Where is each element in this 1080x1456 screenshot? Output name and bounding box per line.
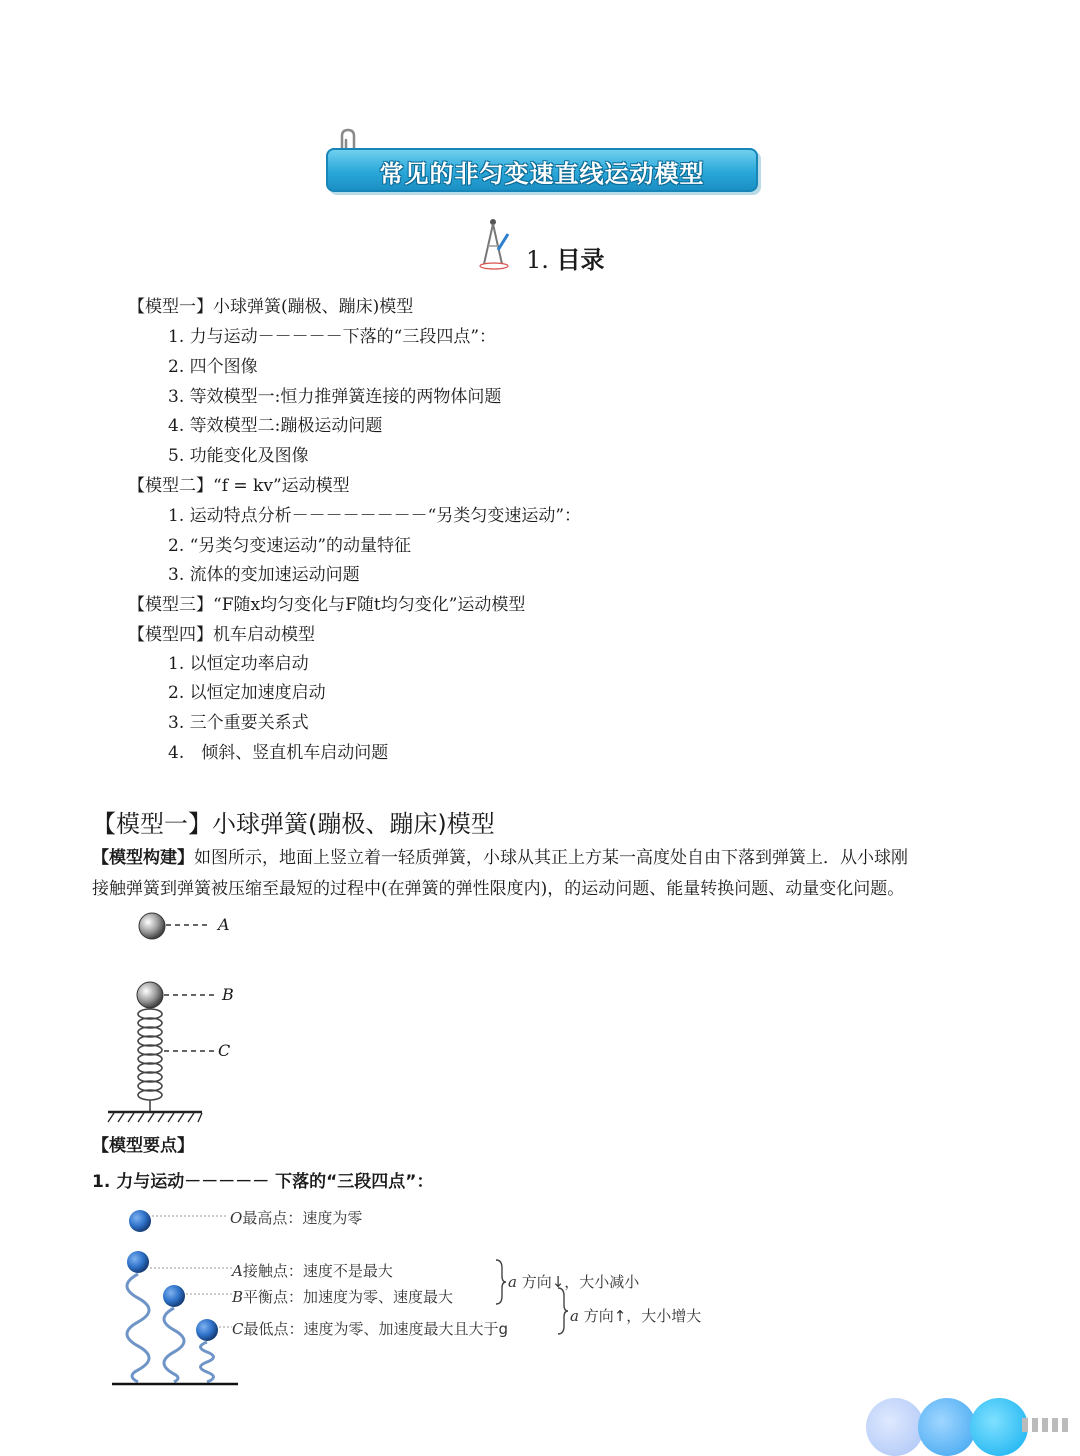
title-banner bbox=[326, 148, 758, 192]
ball-position-a bbox=[139, 913, 165, 939]
toc-item[interactable]: 4. 等效模型二:蹦极运动问题 bbox=[168, 416, 383, 436]
model-points-label: 【模型要点】 bbox=[92, 1136, 194, 1156]
brace-1-text: a 方向↓，大小减小 bbox=[508, 1273, 640, 1291]
ball-position-b bbox=[137, 982, 163, 1008]
ball-a bbox=[127, 1251, 149, 1273]
document-title: 常见的非匀变速直线运动模型 bbox=[379, 160, 705, 188]
point-o-text: O最高点：速度为零 bbox=[230, 1209, 363, 1227]
construct-label: 【模型构建】 bbox=[92, 848, 194, 868]
brace-1 bbox=[494, 1258, 506, 1310]
toc-number: 1. bbox=[526, 246, 549, 274]
decor-blob-1 bbox=[866, 1398, 924, 1456]
three-stage-figure bbox=[108, 1204, 248, 1394]
point-c-text: C最低点：速度为零、加速度最大且大于g bbox=[232, 1320, 509, 1338]
label-a: A bbox=[218, 915, 230, 934]
spring-1 bbox=[127, 1274, 149, 1382]
point1-title: 1. 力与运动－－－－－ 下落的“三段四点”： bbox=[92, 1172, 434, 1192]
label-c: C bbox=[218, 1041, 231, 1060]
spring-2 bbox=[164, 1308, 184, 1382]
compass-icon bbox=[478, 216, 512, 276]
model-construct-paragraph bbox=[92, 843, 1022, 905]
ball-c bbox=[196, 1319, 218, 1341]
toc-heading bbox=[526, 240, 605, 275]
spring-ball-diagram bbox=[104, 906, 244, 1128]
point-a-text: A接触点：速度不是最大 bbox=[232, 1262, 393, 1280]
toc-item[interactable]: 1. 力与运动－－－－－下落的“三段四点”： bbox=[168, 327, 497, 347]
spring-ball-figure bbox=[104, 906, 244, 1132]
section-heading: 【模型一】小球弹簧(蹦极、蹦床)模型 bbox=[92, 810, 495, 838]
toc-model-4[interactable]: 【模型四】机车启动模型 bbox=[128, 625, 315, 645]
label-b: B bbox=[222, 985, 234, 1004]
toc-model-3[interactable]: 【模型三】“F随x均匀变化与F随t均匀变化”运动模型 bbox=[128, 595, 526, 615]
toc-item[interactable]: 4. 倾斜、竖直机车启动问题 bbox=[168, 743, 389, 763]
toc-item[interactable]: 1. 以恒定功率启动 bbox=[168, 654, 309, 674]
toc-item[interactable]: 2. “另类匀变速运动”的动量特征 bbox=[168, 536, 412, 556]
ball-o bbox=[129, 1210, 151, 1232]
toc-item[interactable]: 1. 运动特点分析－－－－－－－－“另类匀变速运动”： bbox=[168, 506, 582, 526]
spring-coil bbox=[138, 1009, 162, 1111]
toc-item[interactable]: 3. 三个重要关系式 bbox=[168, 713, 309, 733]
toc-model-1[interactable]: 【模型一】小球弹簧(蹦极、蹦床)模型 bbox=[128, 297, 414, 317]
toc-item[interactable]: 2. 四个图像 bbox=[168, 357, 258, 377]
point-b-text: B平衡点：加速度为零、速度最大 bbox=[232, 1288, 454, 1306]
toc-item[interactable]: 5. 功能变化及图像 bbox=[168, 446, 309, 466]
toc-item[interactable]: 3. 等效模型一:恒力推弹簧连接的两物体问题 bbox=[168, 387, 502, 407]
decor-blob-3 bbox=[970, 1398, 1028, 1456]
decor-blob-2 bbox=[918, 1398, 976, 1456]
toc-model-2[interactable]: 【模型二】“f = kv”运动模型 bbox=[128, 476, 350, 496]
decor-dashes bbox=[1022, 1418, 1072, 1432]
toc-item[interactable]: 2. 以恒定加速度启动 bbox=[168, 683, 326, 703]
brace-2 bbox=[556, 1286, 568, 1340]
toc-item[interactable]: 3. 流体的变加速运动问题 bbox=[168, 565, 360, 585]
toc-title: 目录 bbox=[556, 246, 605, 274]
ball-b bbox=[163, 1285, 185, 1307]
brace-2-text: a 方向↑，大小增大 bbox=[570, 1307, 702, 1325]
construct-text-1: 如图所示，地面上竖立着一轻质弹簧，小球从其正上方某一高度处自由下落到弹簧上．从小球刚 bbox=[194, 848, 908, 868]
three-stage-diagram bbox=[108, 1204, 248, 1390]
construct-text-2: 接触弹簧到弹簧被压缩至最短的过程中(在弹簧的弹性限度内)，的运动问题、能量转换问题、动量变化问题。 bbox=[92, 879, 905, 899]
spring-3 bbox=[201, 1342, 214, 1382]
